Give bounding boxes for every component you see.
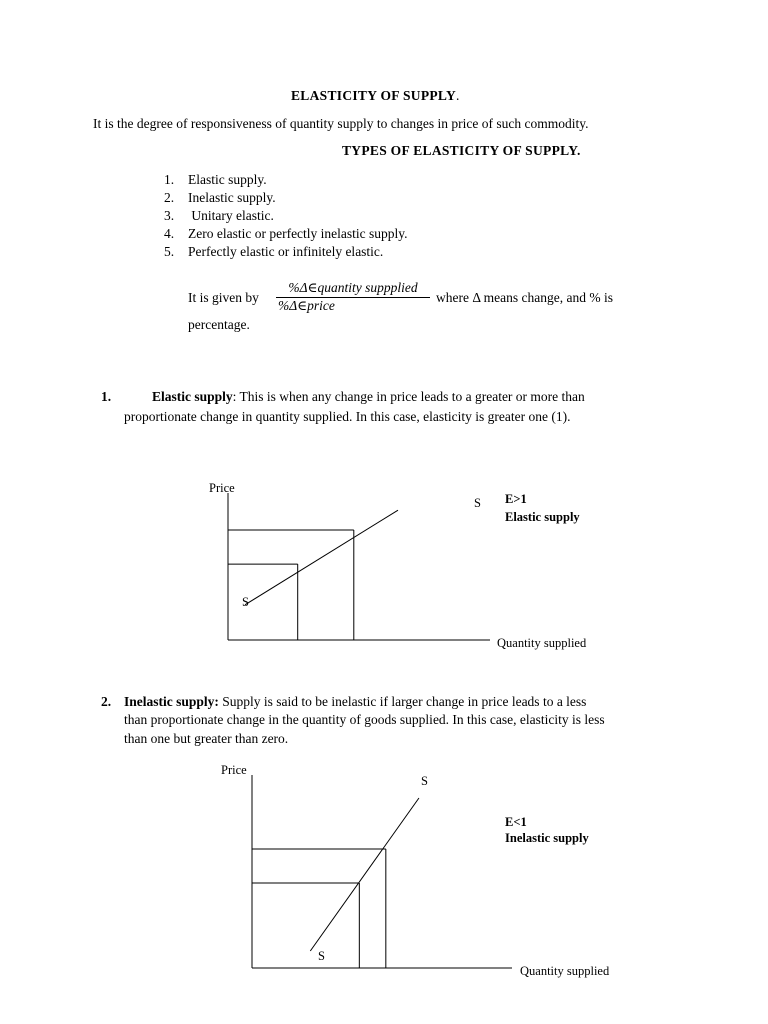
chart-1-curve-label-end: S xyxy=(474,496,481,510)
chart-1-y-axis-label: Price xyxy=(209,481,235,495)
chart-2-curve-label-end: S xyxy=(421,774,428,788)
page-title-period: . xyxy=(456,88,460,103)
list-item-label: Unitary elastic. xyxy=(188,208,274,223)
section-1-number: 1. xyxy=(101,389,112,404)
section-2-line3: than one but greater than zero. xyxy=(124,731,289,746)
section-2-text: Supply is said to be inelastic if larger change in price leads to a less xyxy=(218,694,587,709)
formula-denominator: %Δ∈price xyxy=(278,298,335,313)
formula-prefix: It is given by xyxy=(188,290,259,305)
chart-1-curve-label-start: S xyxy=(242,595,249,609)
page-title-text: ELASTICITY OF SUPPLY xyxy=(291,88,457,103)
chart-1-annotation-name: Elastic supply xyxy=(505,510,580,524)
section-1-text: : This is when any change in price leads to a greater or more than xyxy=(232,389,585,404)
definition-text: It is the degree of responsiveness of quantity supply to changes in price of such commodity. xyxy=(93,116,589,131)
chart-2-annotation-name: Inelastic supply xyxy=(505,831,589,845)
chart-1-annotation-value: E>1 xyxy=(505,492,527,506)
formula-numerator: %Δ∈quantity suppplied xyxy=(276,280,430,298)
chart-1-supply-curve xyxy=(245,510,398,605)
section-1-line2: proportionate change in quantity supplied. In this case, elasticity is greater one (1). xyxy=(124,409,571,424)
list-item-label: Perfectly elastic or infinitely elastic. xyxy=(188,244,384,259)
types-heading: TYPES OF ELASTICITY OF SUPPLY. xyxy=(342,143,581,158)
section-1-term: Elastic supply xyxy=(152,389,233,404)
section-2-line2: than proportionate change in the quantity of goods supplied. In this case, elasticity is less xyxy=(124,712,605,727)
chart-2-x-axis-label: Quantity supplied xyxy=(520,964,610,978)
chart-2-curve-label-start: S xyxy=(318,949,325,963)
list-item-number: 2. xyxy=(164,190,175,205)
chart-2-supply-curve xyxy=(310,798,419,951)
section-2-number: 2. xyxy=(101,694,112,709)
list-item-label: Inelastic supply. xyxy=(188,190,276,205)
list-item-number: 3. xyxy=(164,208,175,223)
list-item-label: Elastic supply. xyxy=(188,172,267,187)
list-item-number: 4. xyxy=(164,226,175,241)
section-2-term: Inelastic supply: xyxy=(124,694,219,709)
formula-continuation: percentage. xyxy=(188,317,250,332)
chart-2-annotation-value: E<1 xyxy=(505,815,527,829)
chart-2-y-axis-label: Price xyxy=(221,763,247,777)
list-item-label: Zero elastic or perfectly inelastic supply. xyxy=(188,226,408,241)
list-item-number: 1. xyxy=(164,172,175,187)
formula-suffix: where Δ means change, and % is xyxy=(436,290,613,305)
list-item-number: 5. xyxy=(164,244,175,259)
chart-1-x-axis-label: Quantity supplied xyxy=(497,636,587,650)
